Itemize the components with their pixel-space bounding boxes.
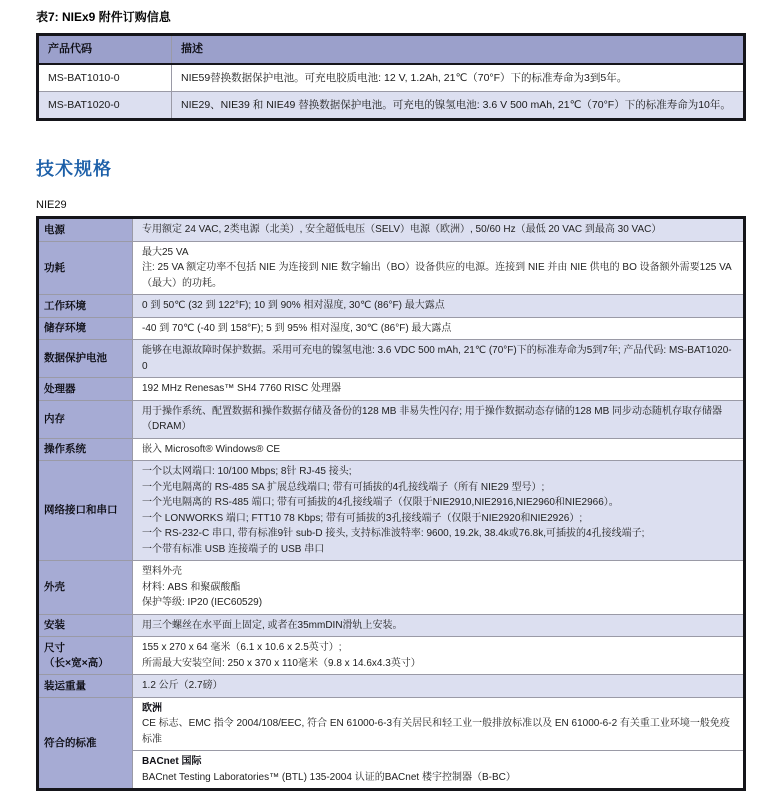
spec-label-cell [38, 378, 133, 401]
spec-label-line: 数据保护电池 [44, 352, 107, 365]
spec-label-cell [38, 461, 133, 561]
spec-label-line: 装运重量 [44, 679, 86, 692]
accessory-table-row [38, 64, 745, 92]
spec-value-line: 一个带有标准 USB 连接端子的 USB 串口 [142, 543, 325, 555]
spec-value-line: 最大25 VA [142, 246, 189, 258]
spec-value-section [133, 340, 743, 377]
spec-value-cell [133, 317, 745, 340]
spec-value-line: 用于操作系统、配置数据和操作数据存储及备份的128 MB 非易失性闪存; 用于操作数据动态存储的128 MB 同步动态随机存取存储器（DRAM） [142, 405, 723, 433]
spec-value-section [133, 378, 743, 400]
column-header-description: 描述 [172, 35, 745, 64]
spec-label-line: 尺寸 [44, 642, 65, 654]
spec-value-line: 0 到 50℃ (32 到 122°F); 10 到 90% 相对湿度, 30℃ (86°F) 最大露点 [142, 300, 445, 312]
column-header-product-code: 产品代码 [38, 35, 172, 64]
spec-value-line: BACnet Testing Laboratories™ (BTL) 135-2004 认证的BACnet 楼宇控制器（B-BC） [142, 771, 516, 783]
spec-label-cell [38, 637, 133, 675]
spec-table-row [38, 340, 745, 378]
spec-value-line: -40 到 70℃ (-40 到 158°F); 5 到 95% 相对湿度, 30℃ (86°F) 最大露点 [142, 322, 452, 334]
spec-value-line: 塑料外壳 [142, 566, 182, 578]
spec-value-line: 一个光电隔离的 RS-485 端口; 带有可插拔的4孔接线端子（仅限于NIE2910,NIE2916,NIE2960和NIE2966）。 [142, 497, 619, 509]
spec-value-line: 用三个螺丝在水平面上固定, 或者在35mmDIN滑轨上安装。 [142, 619, 403, 631]
model-subheading: NIE29 [36, 199, 67, 212]
spec-value-line: 一个以太网端口: 10/100 Mbps; 8针 RJ-45 接头; [142, 466, 352, 478]
spec-value-section [133, 318, 743, 340]
spec-value-line: 155 x 270 x 64 毫米（6.1 x 10.6 x 2.5英寸）; [142, 642, 342, 654]
accessory-table-header [38, 35, 745, 64]
spec-label-cell [38, 438, 133, 461]
spec-label-cell [38, 561, 133, 615]
spec-table [36, 216, 746, 791]
spec-table-row [38, 317, 745, 340]
spec-table-row [38, 400, 745, 438]
spec-section-title: 欧洲 [142, 702, 162, 714]
spec-label-line: 工作环境 [44, 299, 86, 312]
spec-value-cell [133, 295, 745, 318]
spec-label-line: （长×宽×高） [44, 656, 109, 669]
section-heading-tech-specs: 技术规格 [36, 159, 112, 180]
spec-label-line: 网络接口和串口 [44, 504, 118, 517]
spec-label-line: 储存环境 [44, 322, 86, 335]
spec-value-section [133, 401, 743, 438]
spec-label-cell [38, 241, 133, 295]
accessory-order-table [36, 33, 746, 121]
spec-value-section [133, 637, 743, 674]
spec-value-line: 所需最大安装空间: 250 x 370 x 110毫米（9.8 x 14.6x4.3英寸） [142, 657, 421, 669]
spec-value-line: 192 MHz Renesas™ SH4 7760 RISC 处理器 [142, 383, 341, 395]
spec-value-cell [133, 675, 745, 698]
spec-value-section [133, 615, 743, 637]
spec-value-line: 嵌入 Microsoft® Windows® CE [142, 443, 281, 455]
spec-section-title: BACnet 国际 [142, 756, 202, 768]
spec-value-section [133, 461, 743, 560]
spec-table-row [38, 614, 745, 637]
spec-label-cell [38, 317, 133, 340]
spec-value-line: 1.2 公斤（2.7磅） [142, 680, 223, 692]
spec-value-cell [133, 241, 745, 295]
spec-table-row [38, 675, 745, 698]
spec-value-section [133, 750, 743, 788]
spec-value-section [133, 242, 743, 295]
spec-value-section [133, 439, 743, 461]
spec-table-row [38, 438, 745, 461]
spec-table-row [38, 218, 745, 242]
spec-value-cell [133, 218, 745, 242]
spec-label-line: 外壳 [44, 581, 65, 594]
product-code-cell: MS-BAT1020-0 [38, 92, 172, 120]
spec-value-section [133, 561, 743, 614]
spec-table-row [38, 295, 745, 318]
spec-label-cell [38, 340, 133, 378]
spec-label-line: 内存 [44, 412, 65, 425]
spec-label-line: 符合的标准 [44, 736, 97, 749]
spec-value-line: 能够在电源故障时保护数据。采用可充电的镍氢电池: 3.6 VDC 500 mAh, 21℃ (70°F)下的标准寿命为5到7年; 产品代码: MS-BAT1020-0 [142, 345, 732, 372]
spec-value-cell [133, 637, 745, 675]
spec-value-cell [133, 614, 745, 637]
spec-label-line: 电源 [44, 223, 65, 236]
spec-value-cell [133, 340, 745, 378]
spec-label-line: 安装 [44, 619, 65, 632]
spec-value-line: 材料: ABS 和聚碳酸酯 [142, 581, 241, 593]
spec-value-line: 一个光电隔离的 RS-485 SA 扩展总线端口; 带有可插拔的4孔接线端子（所有 NIE29 型号）; [142, 481, 545, 493]
spec-table-row [38, 561, 745, 615]
spec-value-section [133, 698, 743, 751]
spec-value-cell [133, 400, 745, 438]
description-cell: NIE29、NIE39 和 NIE49 替换数据保护电池。可充电的镍氢电池: 3.6 V 500 mAh, 21℃（70°F）下的标准寿命为10年。 [172, 92, 745, 120]
spec-value-cell [133, 438, 745, 461]
spec-value-section [133, 295, 743, 317]
spec-label-line: 操作系统 [44, 443, 86, 456]
spec-label-cell [38, 697, 133, 790]
product-code-cell: MS-BAT1010-0 [38, 64, 172, 92]
spec-label-line: 功耗 [44, 261, 65, 274]
table7-title: 表7: NIEx9 附件订购信息 [36, 10, 171, 24]
spec-table-row [38, 378, 745, 401]
spec-value-cell [133, 378, 745, 401]
spec-label-line: 处理器 [44, 382, 76, 395]
spec-table-row [38, 637, 745, 675]
spec-value-section [133, 219, 743, 241]
spec-value-line: 一个 LONWORKS 端口; FTT10 78 Kbps; 带有可插拔的3孔接线端子（仅限于NIE2920和NIE2926）; [142, 512, 583, 524]
spec-value-line: 专用额定 24 VAC, 2类电源（北美）, 安全超低电压（SELV）电源（欧洲）, 50/60 Hz（最低 20 VAC 到最高 30 VAC） [142, 224, 662, 236]
spec-value-line: CE 标志、EMC 指令 2004/108/EEC, 符合 EN 61000-6-3有关居民和轻工业一般排放标准以及 EN 61000-6-2 有关重工业环境一般免疫标准 [142, 718, 730, 745]
spec-label-cell [38, 400, 133, 438]
description-cell: NIE59替换数据保护电池。可充电胶质电池: 12 V, 1.2Ah, 21℃（70°F）下的标准寿命为3到5年。 [172, 64, 745, 92]
spec-value-line: 注: 25 VA 额定功率不包括 NIE 为连接到 NIE 数字输出（BO）设备供应的电源。连接到 NIE 并由 NIE 供电的 BO 设备额外需要125 VA（最大）的功耗。 [142, 262, 732, 289]
spec-value-line: 保护等级: IP20 (IEC60529) [142, 597, 263, 609]
spec-value-cell [133, 561, 745, 615]
spec-value-line: 一个 RS-232-C 串口, 带有标准9针 sub-D 接头, 支持标准波特率: 9600, 19.2k, 38.4k或76.8k,可插拔的4孔接线端子; [142, 528, 645, 540]
spec-table-row [38, 241, 745, 295]
spec-table-row [38, 461, 745, 561]
accessory-table-row [38, 92, 745, 120]
spec-label-cell [38, 675, 133, 698]
spec-table-row [38, 697, 745, 790]
spec-value-cell [133, 461, 745, 561]
spec-value-cell [133, 697, 745, 790]
spec-label-cell [38, 614, 133, 637]
spec-label-cell [38, 295, 133, 318]
spec-label-cell [38, 218, 133, 242]
spec-value-section [133, 675, 743, 697]
